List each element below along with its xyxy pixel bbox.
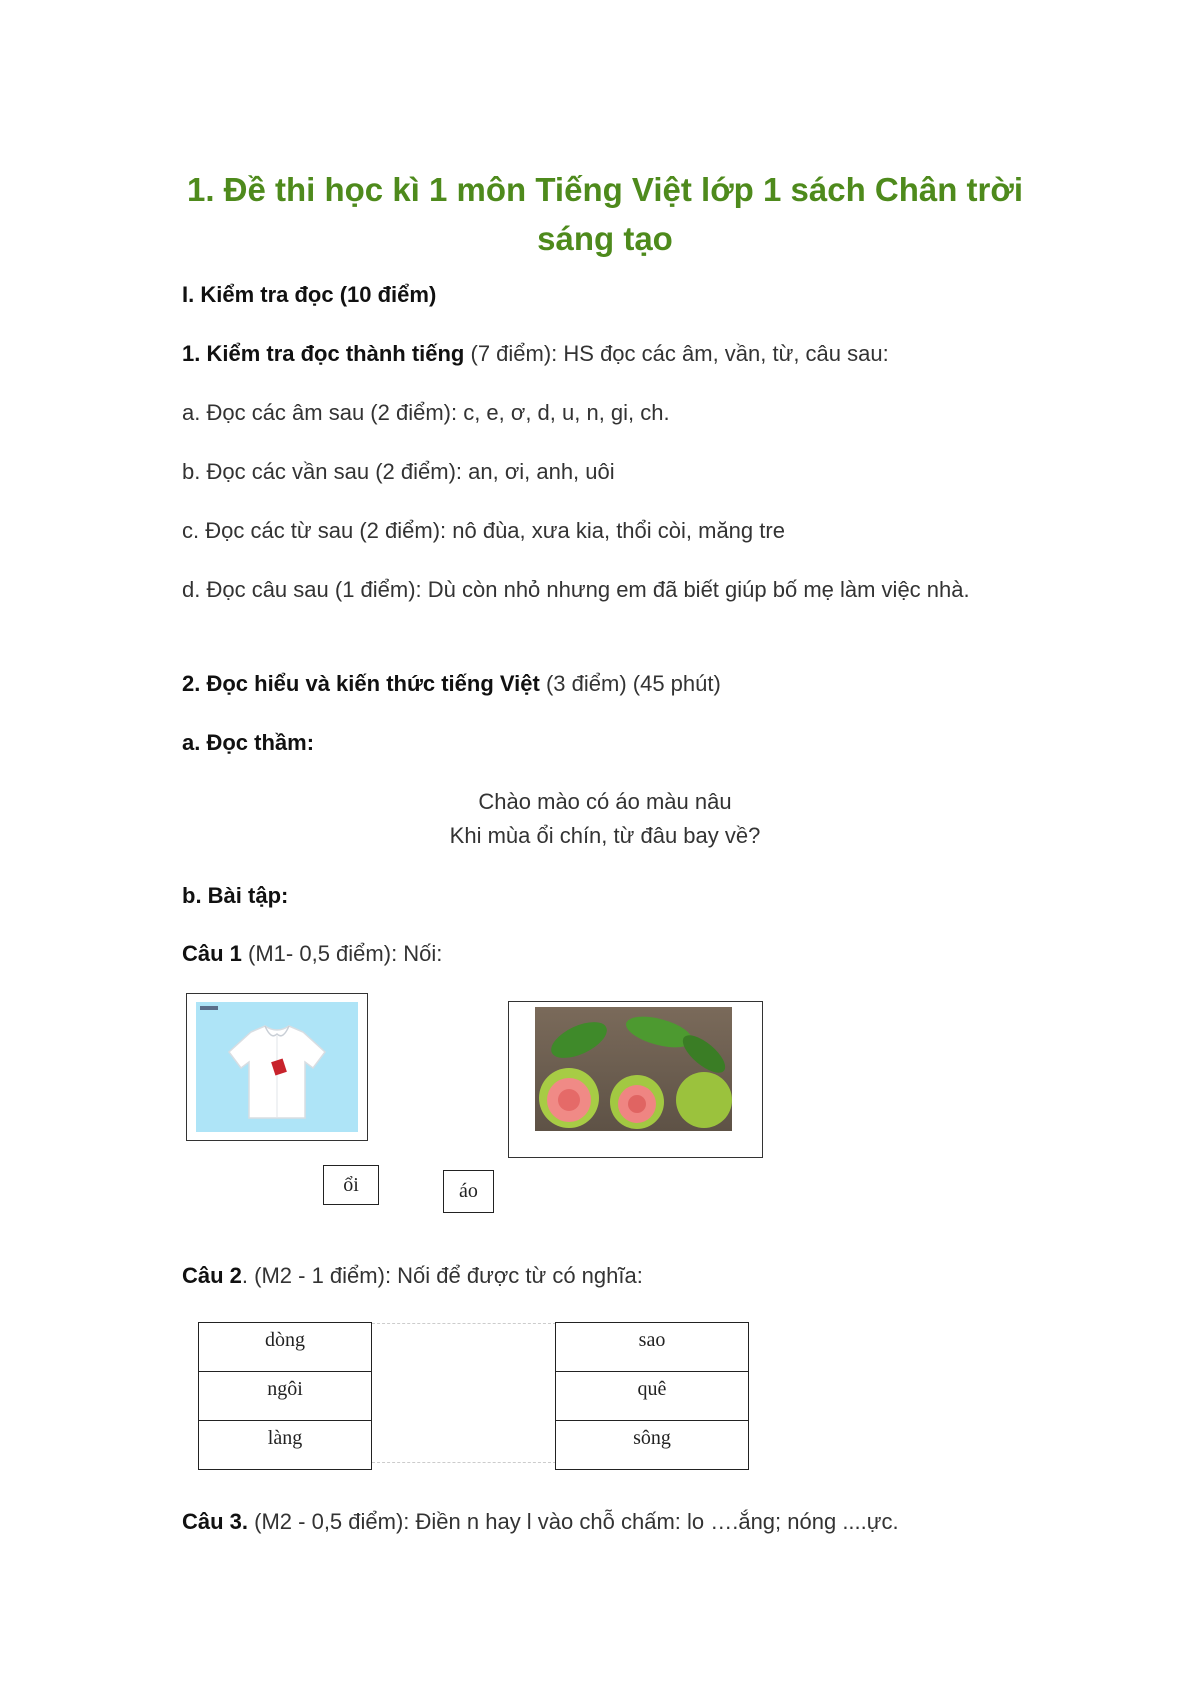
guava-image (509, 1002, 762, 1157)
item-a: a. Đọc các âm sau (2 điểm): c, e, ơ, d, u, n, gi, ch. (182, 400, 670, 425)
shirt-picture-frame (186, 993, 368, 1141)
item-c: c. Đọc các từ sau (2 điểm): nô đùa, xưa kia, thổi còi, măng tre (182, 518, 785, 543)
part1-heading (182, 337, 1012, 371)
question-1-bold: Câu 1 (182, 941, 242, 966)
item-d: d. Đọc câu sau (1 điểm): Dù còn nhỏ nhưng em đã biết giúp bố mẹ làm việc nhà. (182, 577, 970, 602)
match-right-word: quê (556, 1372, 749, 1421)
question-2-bold: Câu 2 (182, 1263, 242, 1288)
part2-heading-bold: 2. Đọc hiểu và kiến thức tiếng Việt (182, 671, 540, 696)
exercise-heading (182, 879, 1012, 913)
item-b: b. Đọc các vần sau (2 điểm): an, ơi, anh, uôi (182, 459, 615, 484)
word-card-oi: ổi (323, 1165, 379, 1205)
match-left-table (198, 1322, 372, 1470)
question-2 (182, 1259, 1012, 1293)
reading-heading (182, 726, 1012, 760)
question-3 (182, 1505, 1012, 1539)
match-left-word: làng (199, 1421, 372, 1470)
part2-heading (182, 667, 1012, 701)
question-1-rest: (M1- 0,5 điểm): Nối: (241, 941, 443, 966)
match-left-word: dòng (199, 1323, 372, 1372)
poem-line-2: Khi mùa ổi chín, từ đâu bay về? (449, 823, 761, 848)
guava-picture-frame (508, 1001, 763, 1158)
dashed-guide-top (372, 1323, 556, 1324)
match-left-word: ngôi (199, 1372, 372, 1421)
question-1 (182, 937, 1012, 971)
exercise-heading-text: b. Bài tập: (182, 883, 289, 908)
poem-line-1: Chào mào có áo màu nâu (478, 789, 732, 814)
part1-heading-bold: 1. Kiểm tra đọc thành tiếng (182, 341, 465, 366)
dashed-guide-bottom (372, 1462, 556, 1463)
section-heading (182, 278, 1012, 312)
question-3-bold: Câu 3. (182, 1509, 249, 1534)
part2-heading-rest: (3 điểm) (45 phút) (539, 671, 721, 696)
match-right-word: sao (556, 1323, 749, 1372)
question-3-rest: (M2 - 0,5 điểm): Điền n hay l vào chỗ chấm: lo ….ắng; nóng ....ực. (248, 1509, 899, 1534)
question-2-rest: . (M2 - 1 điểm): Nối để được từ có nghĩa: (241, 1263, 643, 1288)
word-card-ao: áo (443, 1170, 494, 1213)
reading-heading-text: a. Đọc thầm: (182, 730, 315, 755)
page-title: 1. Đề thi học kì 1 môn Tiếng Việt lớp 1 sách Chân trời sáng tạo (186, 171, 1024, 257)
shirt-image (187, 994, 367, 1140)
section-heading-text: I. Kiểm tra đọc (10 điểm) (182, 282, 437, 307)
match-right-word: sông (556, 1421, 749, 1470)
match-right-table (555, 1322, 749, 1470)
part1-heading-rest: (7 điểm): HS đọc các âm, vần, từ, câu sau: (464, 341, 889, 366)
